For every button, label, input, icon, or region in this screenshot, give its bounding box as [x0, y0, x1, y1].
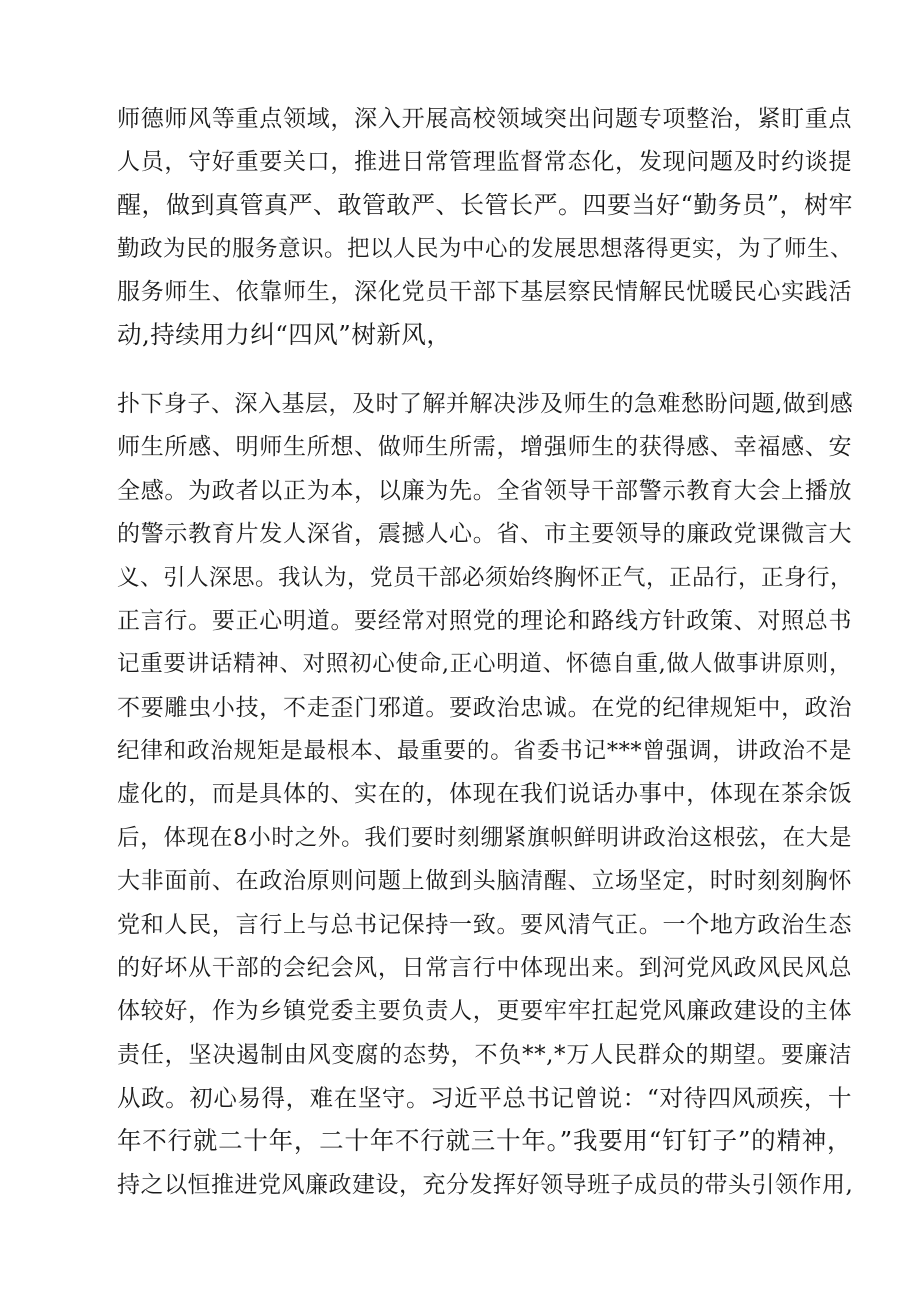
paragraph-2-line: 的警示教育片发人深省，震撼人心。省、市主要领导的廉政党课微言大 [117, 521, 852, 547]
paragraph-2-line: 后，体现在8小时之外。我们要时刻绷紧旗帜鲜明讲政治这根弦，在大是 [117, 825, 852, 851]
paragraph-2-line: 的好坏从干部的会纪会风，日常言行中体现出来。到河党风政风民风总 [117, 955, 852, 981]
paragraph-1-line: 勤政为民的服务意识。把以人民为中心的发展思想落得更实，为了师生、 [117, 236, 854, 262]
paragraph-2-line: 党和人民，言行上与总书记保持一致。要风清气正。一个地方政治生态 [117, 912, 852, 938]
paragraph-1-line: 醒，做到真管真严、敢管敢严、长管长严。四要当好“勤务员”，树牢 [117, 191, 854, 219]
paragraph-2-line: 年不行就二十年，二十年不行就三十年。”我要用“钉钉子”的精神， [117, 1126, 852, 1155]
paragraph-2-line: 持之以恒推进党风廉政建设，充分发挥好领导班子成员的带头引领作用, [117, 1172, 854, 1198]
paragraph-1-line: 服务师生、依靠师生，深化党员干部下基层察民情解民忧暖民心实践活 [117, 279, 852, 305]
paragraph-2-line: 虚化的，而是具体的、实在的，体现在我们说话办事中，体现在茶余饭 [117, 781, 852, 807]
paragraph-2-line: 不要雕虫小技，不走歪门邪道。要政治忠诚。在党的纪律规矩中，政治 [117, 695, 852, 721]
paragraph-1-line: 人员，守好重要关口，推进日常管理监督常态化，发现问题及时约谈提 [117, 149, 852, 175]
paragraph-2-line: 记重要讲话精神、对照初心使命,正心明道、怀德自重,做人做事讲原则， [117, 651, 852, 677]
paragraph-2-line: 大非面前、在政治原则问题上做到头脑清醒、立场坚定，时时刻刻胸怀 [117, 868, 852, 894]
paragraph-2-line: 从政。初心易得，难在坚守。习近平总书记曾说：“对待四风顽疾，十 [117, 1084, 852, 1112]
paragraph-2-line: 责任，坚决遏制由风变腐的态势，不负**,*万人民群众的期望。要廉洁 [117, 1042, 852, 1068]
paragraph-2-line: 扑下身子、深入基层，及时了解并解决涉及师生的急难愁盼问题,做到感 [117, 391, 854, 417]
paragraph-2-line: 体较好，作为乡镇党委主要负责人，更要牢牢扛起党风廉政建设的主体 [117, 998, 852, 1024]
paragraph-2-line: 师生所感、明师生所想、做师生所需，增强师生的获得感、幸福感、安 [117, 434, 852, 460]
paragraph-1-line: 师德师风等重点领域，深入开展高校领域突出问题专项整治，紧盯重点 [117, 106, 852, 132]
paragraph-2-line: 正言行。要正心明道。要经常对照党的理论和路线方针政策、对照总书 [117, 608, 852, 634]
paragraph-2-line: 纪律和政治规矩是最根本、最重要的。省委书记***曾强调，讲政治不是 [117, 738, 852, 764]
paragraph-1-line: 动,持续用力纠“四风”树新风， [117, 320, 452, 349]
paragraph-2-line: 义、引人深思。我认为，党员干部必须始终胸怀正气，正品行，正身行， [117, 565, 854, 591]
paragraph-2-line: 全感。为政者以正为本，以廉为先。全省领导干部警示教育大会上播放 [117, 478, 852, 504]
